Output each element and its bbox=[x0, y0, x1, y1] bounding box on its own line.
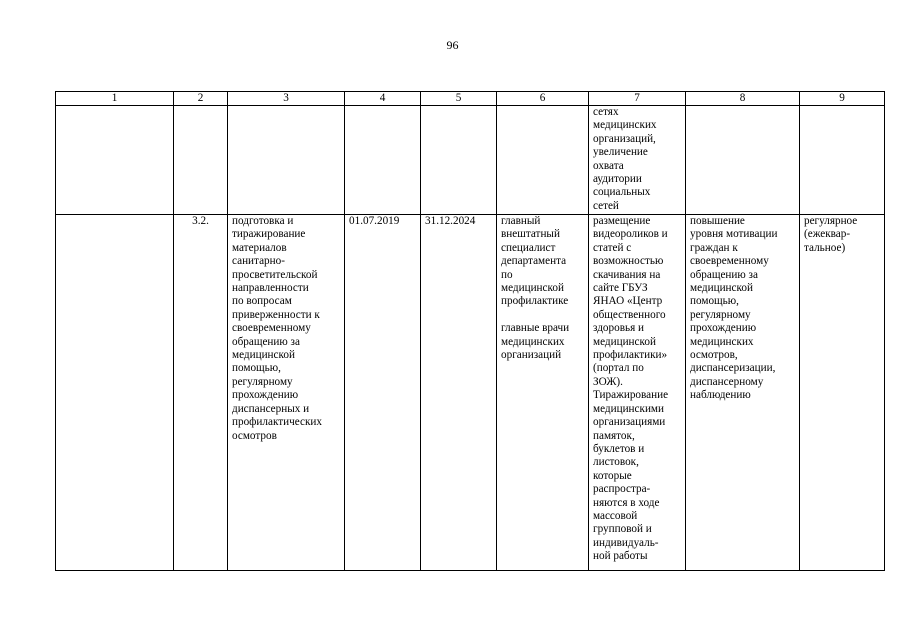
table-cell bbox=[800, 106, 885, 215]
column-header: 4 bbox=[345, 92, 421, 106]
table-cell: сетях медицинских организаций, увеличение охвата аудитории социальных сетей bbox=[589, 106, 686, 215]
responsible-cell: главный внештатный специалист департамента по медицинской профилактике главные врачи медицинских организаций bbox=[497, 215, 589, 571]
start-date-cell: 01.07.2019 bbox=[345, 215, 421, 571]
table-row bbox=[56, 215, 885, 571]
page-number: 96 bbox=[446, 38, 459, 52]
column-header: 9 bbox=[800, 92, 885, 106]
column-header: 1 bbox=[56, 92, 174, 106]
end-date-cell: 31.12.2024 bbox=[421, 215, 497, 571]
table-cell bbox=[228, 106, 345, 215]
measures-table bbox=[55, 91, 885, 571]
table-cell bbox=[497, 106, 589, 215]
table-cell bbox=[686, 106, 800, 215]
table-row bbox=[56, 106, 885, 215]
frequency-cell: регулярное (ежеквар- тальное) bbox=[800, 215, 885, 571]
measure-description-cell: подготовка и тиражирование материалов санитарно- просветительской направленности по вопросам приверженности к своевременному обращению за медицинской помощью, регулярному прохождению диспансерных и профилактических осмотров bbox=[228, 215, 345, 571]
column-header: 8 bbox=[686, 92, 800, 106]
item-number-cell: 3.2. bbox=[174, 215, 228, 571]
column-number-row bbox=[56, 92, 885, 106]
result-cell: повышение уровня мотивации граждан к своевременному обращению за медицинской помощью, регулярному прохождению медицинских осмотров, диспансеризации, диспансерному наблюдению bbox=[686, 215, 800, 571]
table-cell bbox=[421, 106, 497, 215]
table-cell bbox=[345, 106, 421, 215]
table-cell bbox=[56, 106, 174, 215]
activities-cell: размещение видеороликов и статей с возможностью скачивания на сайте ГБУЗ ЯНАО «Центр общественного здоровья и медицинской профилактики» (портал по ЗОЖ). Тиражирование медицинскими организациями памяток, буклетов и листовок, которые распростра- няются в ходе массовой групповой и индивидуаль- ной работы bbox=[589, 215, 686, 571]
table-cell bbox=[174, 106, 228, 215]
column-header: 6 bbox=[497, 92, 589, 106]
column-header: 3 bbox=[228, 92, 345, 106]
table-cell bbox=[56, 215, 174, 571]
column-header: 5 bbox=[421, 92, 497, 106]
column-header: 2 bbox=[174, 92, 228, 106]
column-header: 7 bbox=[589, 92, 686, 106]
